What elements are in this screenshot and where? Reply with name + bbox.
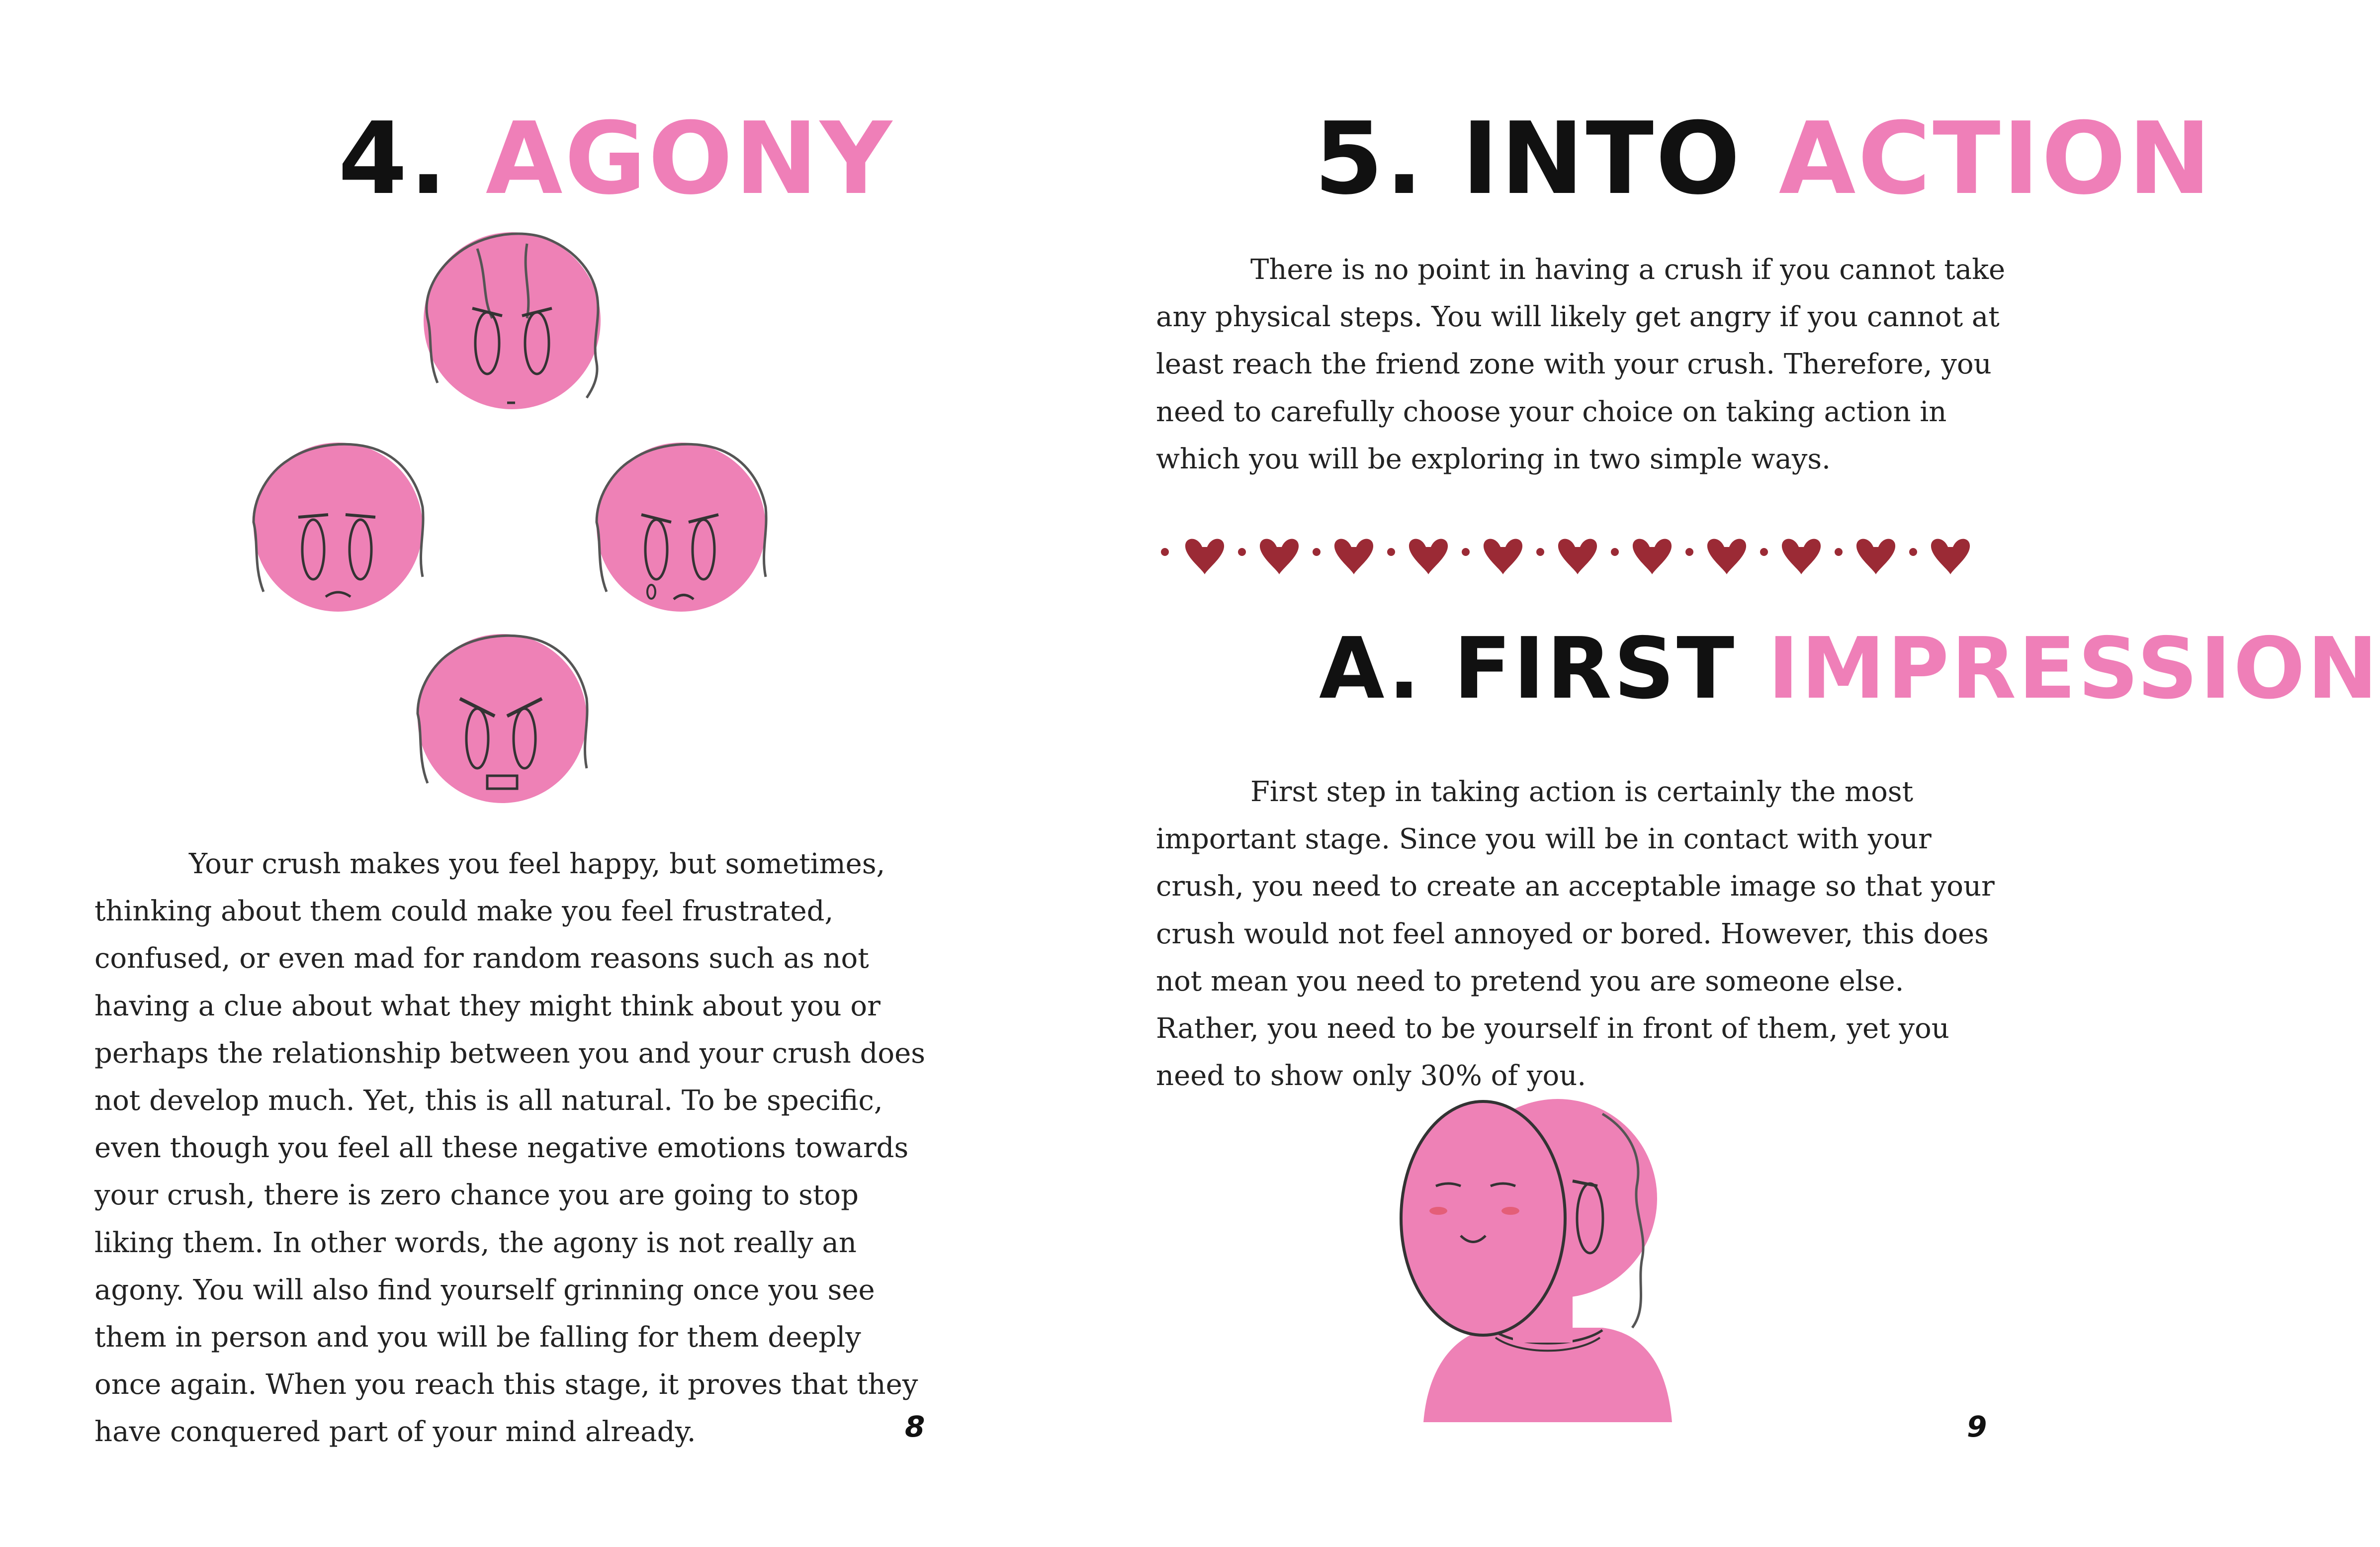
into-action-heading-number: 5. — [1314, 101, 1425, 217]
frustrated-face-illustration — [398, 219, 626, 423]
angry-face-illustration — [398, 619, 607, 818]
first-impression-heading — [1319, 617, 2380, 721]
agony-heading-number: 4. — [338, 101, 449, 217]
crying-face-illustration — [577, 428, 786, 627]
agony-paragraph: Your crush makes you feel happy, but sometimes, thinking about them could make you feel frustrated, confused, or even mad for random reasons such as not having a clue about what they might think about you or perhaps the relationship between you and your crush does not develop much. Yet, this is all natural. To be specific, even though you feel all these negative emotions towards your crush, there is zero chance you are going to stop liking them. In other words, the agony is not really an agony. You will also find yourself grinning once you see them in person and you will be falling for them deeply once again. When you reach this stage, it proves that they have conquered part of your mind already. — [94, 848, 926, 1449]
agony-heading — [338, 99, 894, 219]
right-page — [1031, 0, 2380, 1547]
mask-person-illustration — [1394, 1084, 1702, 1422]
first-impression-word2: IMPRESSION — [1767, 620, 2380, 718]
first-impression-paragraph: First step in taking action is certainly the most important stage. Since you will be in contact with your crush, you need to create an acceptable image so that your crush would not feel annoyed or bored. However, this does not mean you need to pretend you are someone else. Rather, you need to be yourself in front of them, yet you need to show only 30% of you. — [1156, 776, 1995, 1092]
heart-divider — [1155, 522, 2010, 582]
left-page — [0, 0, 1031, 1547]
sad-face-illustration — [234, 428, 442, 627]
into-action-heading — [1314, 99, 2213, 219]
into-action-heading-word2: ACTION — [1778, 101, 2213, 217]
into-action-heading-word1: INTO — [1461, 101, 1743, 217]
first-impression-letter: A. — [1319, 620, 1422, 718]
page-number-left: 8 — [905, 1410, 925, 1444]
page-number-right: 9 — [1967, 1410, 1987, 1444]
first-impression-word1: FIRST — [1453, 620, 1737, 718]
into-action-paragraph: There is no point in having a crush if you cannot take any physical steps. You will likely get angry if you cannot at least reach the friend zone with your crush. Therefore, you need to carefully choose your choice on taking action in which you will be exploring in two simple ways. — [1156, 254, 2006, 475]
agony-heading-word: AGONY — [485, 101, 894, 217]
